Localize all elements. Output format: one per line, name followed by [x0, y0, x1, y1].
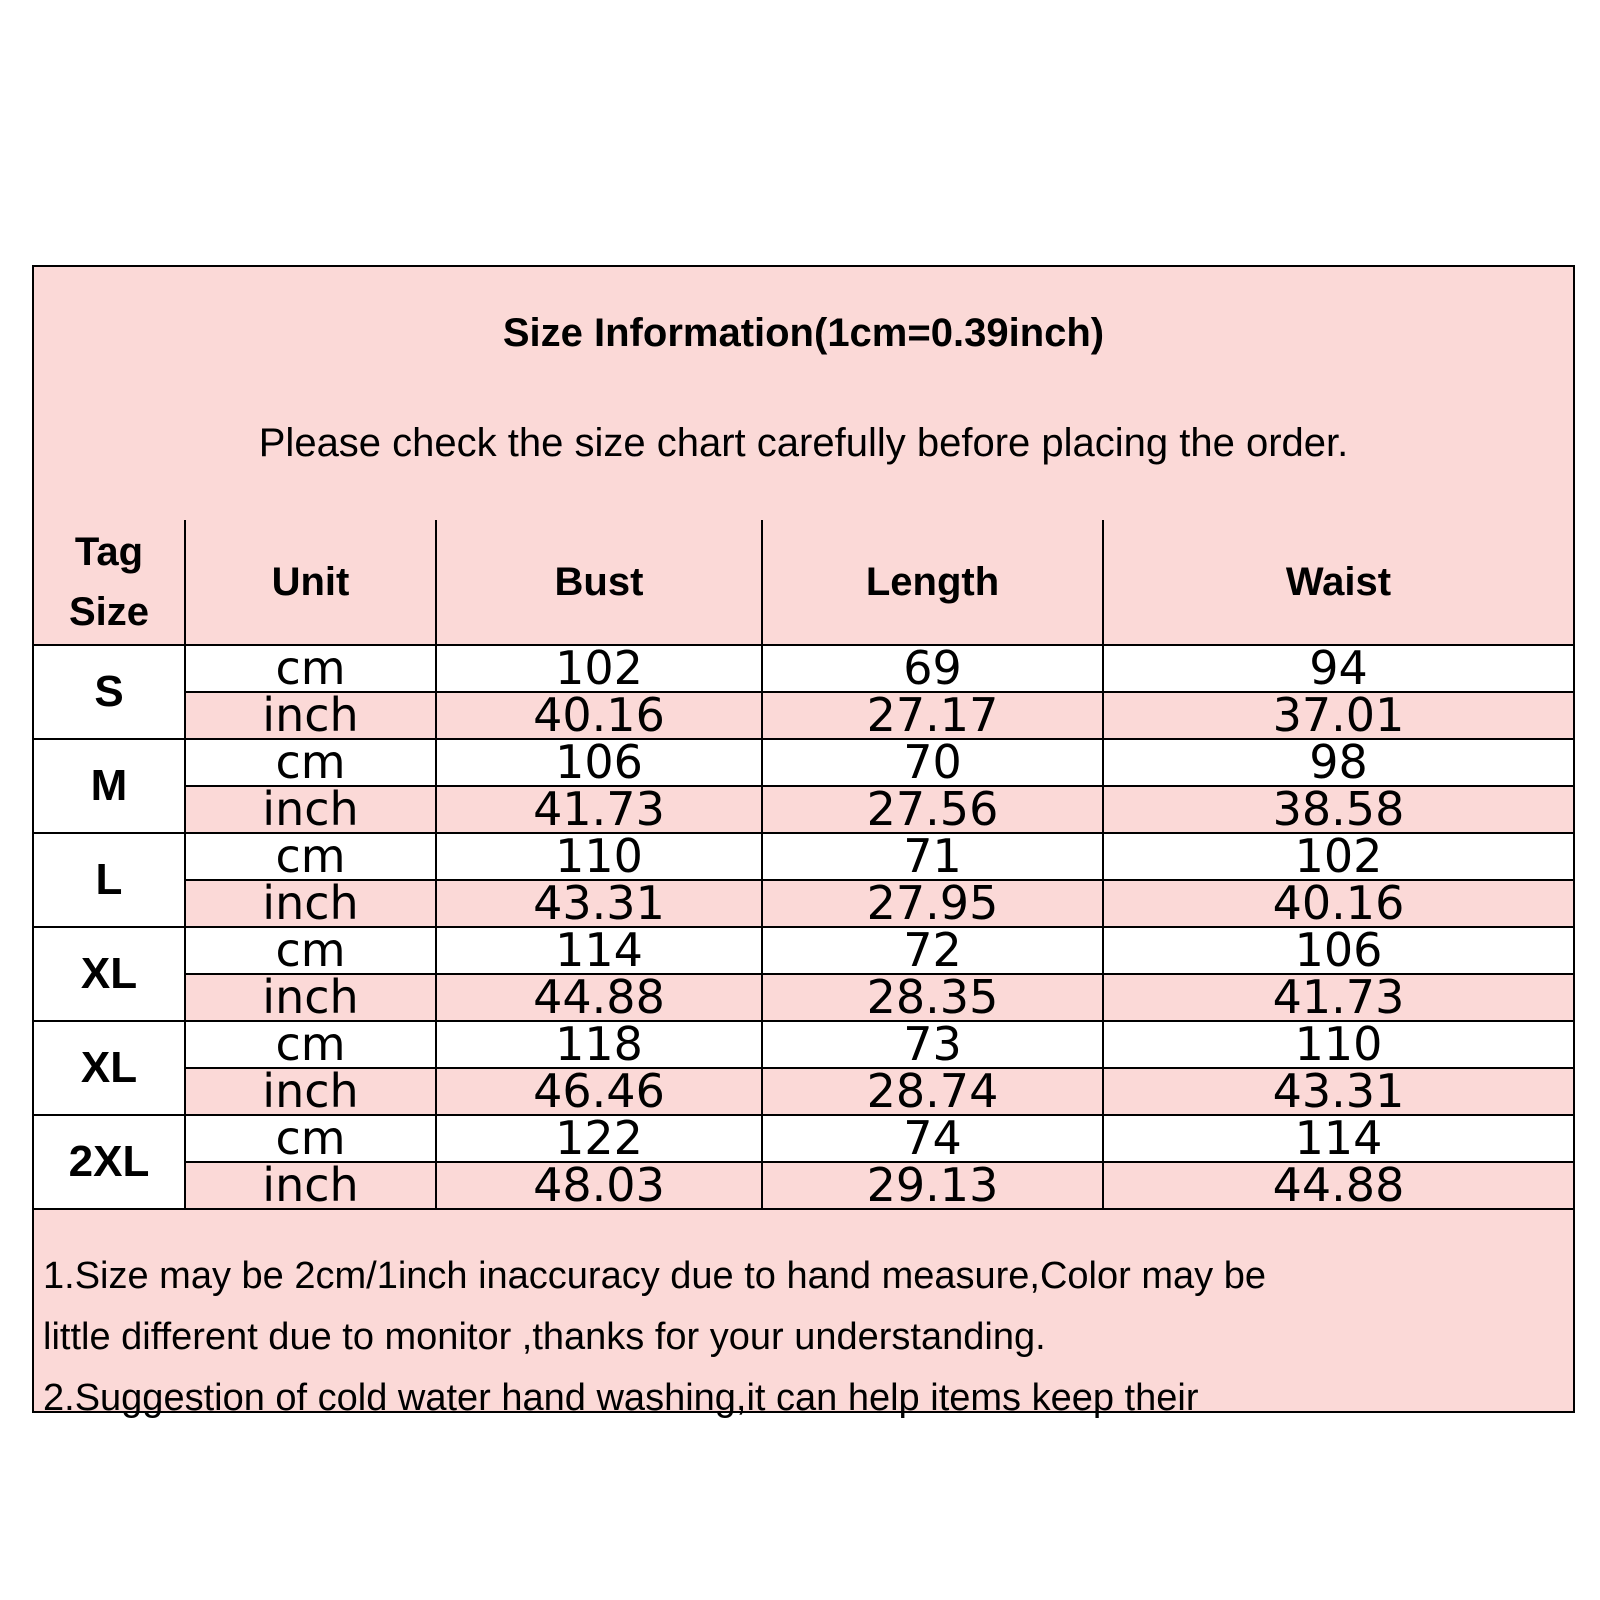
unit-cell: cm — [185, 1021, 436, 1068]
page-subtitle: Please check the size chart carefully before placing the order. — [258, 421, 1349, 465]
column-header-unit: Unit — [185, 520, 436, 645]
tag-size-label-line2: Size — [68, 590, 150, 634]
waist-cell: 37.01 — [1103, 692, 1573, 739]
table-row-inch — [34, 974, 1573, 1021]
unit-cell: inch — [185, 880, 436, 927]
unit-cell: cm — [185, 833, 436, 880]
note-line: little different due to monitor ,thanks for your understanding. — [43, 1316, 1046, 1358]
bust-cell: 41.73 — [436, 786, 762, 833]
table-row-cm — [34, 1115, 1573, 1162]
length-cell: 27.95 — [762, 880, 1103, 927]
tag-size-cell: XL — [34, 1021, 185, 1115]
column-header-length: Length — [762, 520, 1103, 645]
waist-cell: 98 — [1103, 739, 1573, 786]
tag-size-cell: M — [34, 739, 185, 833]
waist-cell: 38.58 — [1103, 786, 1573, 833]
table-row-cm — [34, 927, 1573, 974]
page-title: Size Information(1cm=0.39inch) — [502, 311, 1105, 355]
table-row-inch — [34, 1162, 1573, 1209]
waist-cell: 110 — [1103, 1021, 1573, 1068]
column-header-bust: Bust — [436, 520, 762, 645]
waist-cell: 41.73 — [1103, 974, 1573, 1021]
length-cell: 73 — [762, 1021, 1103, 1068]
unit-cell: cm — [185, 927, 436, 974]
table-header-row — [34, 520, 1573, 645]
bust-cell: 110 — [436, 833, 762, 880]
length-cell: 27.17 — [762, 692, 1103, 739]
column-header-waist: Waist — [1103, 520, 1573, 645]
unit-cell: inch — [185, 786, 436, 833]
bust-cell: 44.88 — [436, 974, 762, 1021]
tag-size-cell: L — [34, 833, 185, 927]
note-line: 2.Suggestion of cold water hand washing,it can help items keep their — [43, 1377, 1199, 1419]
waist-cell: 44.88 — [1103, 1162, 1573, 1209]
length-cell: 69 — [762, 645, 1103, 692]
size-chart-header — [34, 267, 1573, 522]
note-line: 1.Size may be 2cm/1inch inaccuracy due to hand measure,Color may be — [43, 1255, 1266, 1297]
length-cell: 70 — [762, 739, 1103, 786]
unit-cell: inch — [185, 1162, 436, 1209]
tag-size-cell: 2XL — [34, 1115, 185, 1209]
unit-cell: cm — [185, 739, 436, 786]
table-row-inch — [34, 786, 1573, 833]
bust-cell: 102 — [436, 645, 762, 692]
size-chart — [32, 265, 1575, 1419]
table-row-cm — [34, 1021, 1573, 1068]
waist-cell: 102 — [1103, 833, 1573, 880]
unit-cell: inch — [185, 1068, 436, 1115]
waist-cell: 106 — [1103, 927, 1573, 974]
tag-size-cell: S — [34, 645, 185, 739]
bust-cell: 122 — [436, 1115, 762, 1162]
tag-size-label-line1: Tag — [74, 530, 144, 574]
waist-cell: 43.31 — [1103, 1068, 1573, 1115]
table-row-inch — [34, 1068, 1573, 1115]
tag-size-cell: XL — [34, 927, 185, 1021]
waist-cell: 114 — [1103, 1115, 1573, 1162]
bust-cell: 106 — [436, 739, 762, 786]
table-row-cm — [34, 739, 1573, 786]
unit-cell: inch — [185, 974, 436, 1021]
waist-cell: 94 — [1103, 645, 1573, 692]
length-cell: 74 — [762, 1115, 1103, 1162]
waist-cell: 40.16 — [1103, 880, 1573, 927]
bust-cell: 118 — [436, 1021, 762, 1068]
unit-cell: cm — [185, 1115, 436, 1162]
bust-cell: 43.31 — [436, 880, 762, 927]
bust-cell: 40.16 — [436, 692, 762, 739]
bust-cell: 114 — [436, 927, 762, 974]
bust-cell: 48.03 — [436, 1162, 762, 1209]
table-row-cm — [34, 833, 1573, 880]
table-row-cm — [34, 645, 1573, 692]
length-cell: 29.13 — [762, 1162, 1103, 1209]
column-header-tag-size — [34, 520, 185, 645]
length-cell: 71 — [762, 833, 1103, 880]
bust-cell: 46.46 — [436, 1068, 762, 1115]
length-cell: 27.56 — [762, 786, 1103, 833]
length-cell: 28.35 — [762, 974, 1103, 1021]
unit-cell: inch — [185, 692, 436, 739]
table-row-inch — [34, 692, 1573, 739]
size-notes — [34, 1236, 1573, 1419]
unit-cell: cm — [185, 645, 436, 692]
table-row-inch — [34, 880, 1573, 927]
size-table — [34, 520, 1573, 1210]
length-cell: 72 — [762, 927, 1103, 974]
length-cell: 28.74 — [762, 1068, 1103, 1115]
